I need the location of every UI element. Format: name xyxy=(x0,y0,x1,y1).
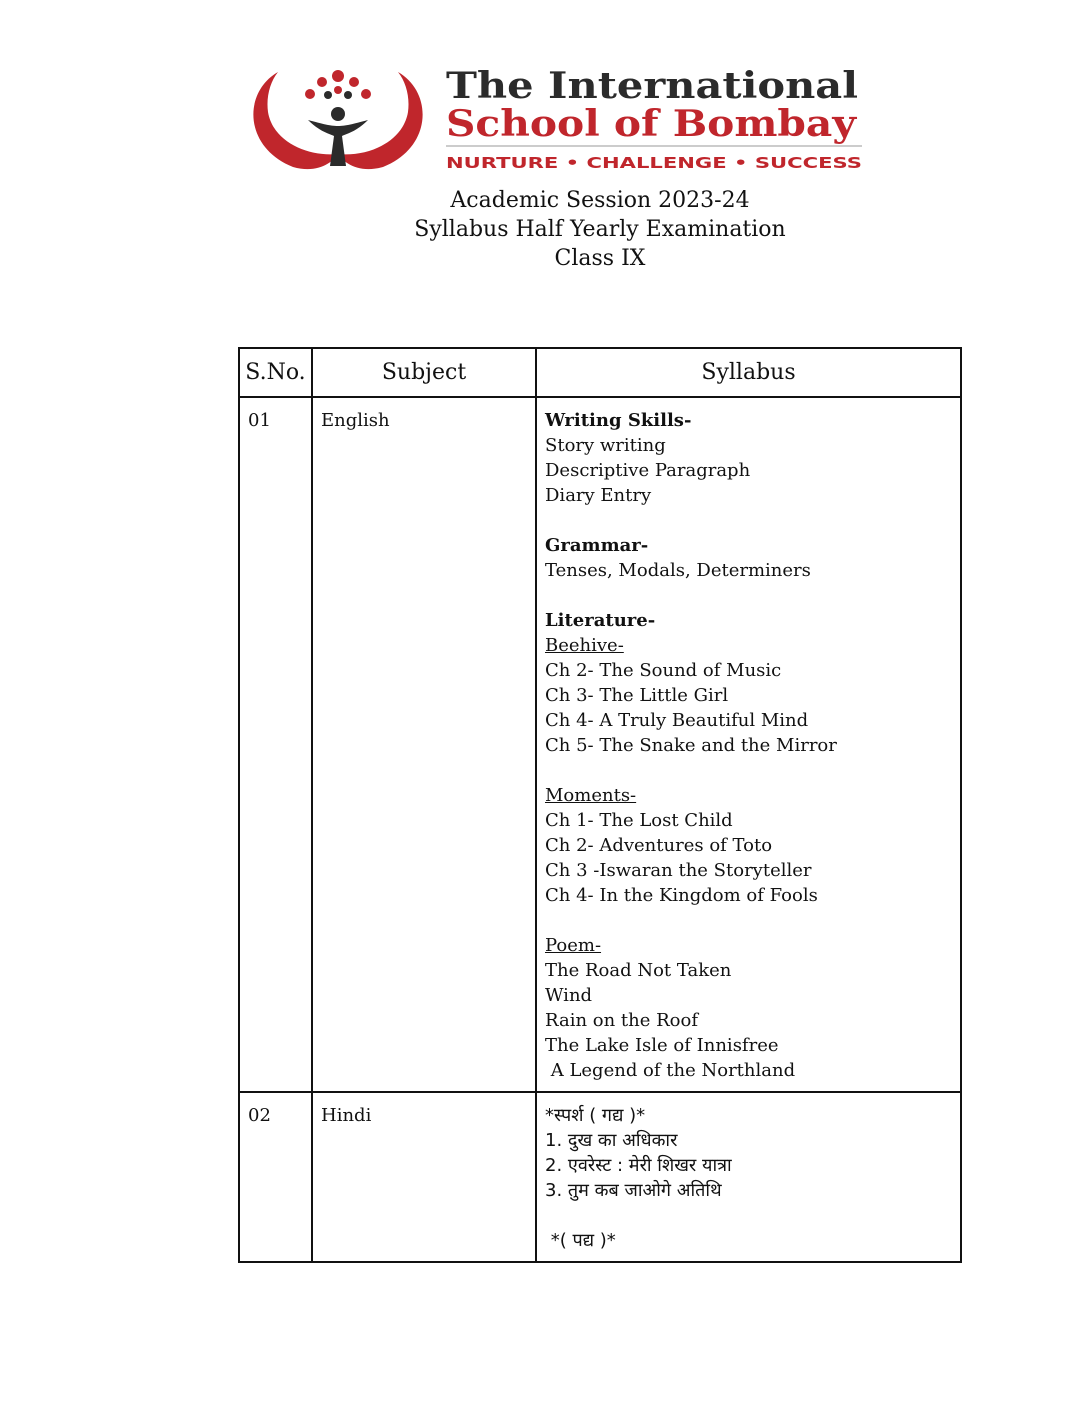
list-item: Story writing xyxy=(545,435,666,456)
list-item: Descriptive Paragraph xyxy=(545,460,751,481)
english-syllabus xyxy=(536,397,961,1092)
header-subject: Subject xyxy=(312,348,536,397)
list-item: Ch 2- Adventures of Toto xyxy=(545,835,773,856)
list-item: Ch 4- In the Kingdom of Fools xyxy=(545,885,818,906)
class-label: Class IX xyxy=(554,246,646,271)
logo-motto: NURTURE • CHALLENGE • SUCCESS xyxy=(446,154,862,172)
gadya-heading: *स्पर्श ( गद्य )* xyxy=(545,1105,646,1126)
syllabus-table xyxy=(238,347,962,1263)
hindi-syllabus xyxy=(536,1092,961,1262)
list-item: The Lake Isle of Innisfree xyxy=(545,1035,779,1056)
poem-heading: Poem- xyxy=(545,935,602,956)
literature-heading: Literature- xyxy=(545,610,656,631)
list-item: Ch 1- The Lost Child xyxy=(545,810,733,831)
list-item: A Legend of the Northland xyxy=(545,1060,796,1081)
document-heading xyxy=(0,186,1088,273)
academic-session: Academic Session 2023-24 xyxy=(450,188,750,213)
table-row-hindi xyxy=(239,1092,961,1262)
school-logo xyxy=(238,62,868,180)
padya-heading: *( पद्य )* xyxy=(545,1230,616,1251)
row-sno: 01 xyxy=(239,397,312,1092)
list-item: Wind xyxy=(545,985,593,1006)
list-item: Rain on the Roof xyxy=(545,1010,699,1031)
beehive-heading: Beehive- xyxy=(545,635,624,656)
list-item: Ch 3 -Iswaran the Storyteller xyxy=(545,860,812,881)
list-item: The Road Not Taken xyxy=(545,960,732,981)
list-item: Diary Entry xyxy=(545,485,652,506)
header-syllabus: Syllabus xyxy=(536,348,961,397)
list-item: 2. एवरेस्ट : मेरी शिखर यात्रा xyxy=(545,1155,732,1176)
logo-title-line2: School of Bombay xyxy=(446,103,858,145)
list-item: Tenses, Modals, Determiners xyxy=(545,560,811,581)
list-item: 1. दुख का अधिकार xyxy=(545,1130,678,1151)
table-header-row xyxy=(239,348,961,397)
list-item: Ch 4- A Truly Beautiful Mind xyxy=(545,710,809,731)
logo-title-line1: The International xyxy=(446,65,858,107)
exam-title: Syllabus Half Yearly Examination xyxy=(414,217,786,242)
list-item: Ch 3- The Little Girl xyxy=(545,685,729,706)
moments-heading: Moments- xyxy=(545,785,637,806)
table-row-english xyxy=(239,397,961,1092)
list-item: 3. तुम कब जाओगे अतिथि xyxy=(545,1180,722,1201)
list-item: Ch 5- The Snake and the Mirror xyxy=(545,735,837,756)
list-item: Ch 2- The Sound of Music xyxy=(545,660,782,681)
header-sno: S.No. xyxy=(239,348,312,397)
row-subject: English xyxy=(312,397,536,1092)
row-subject: Hindi xyxy=(312,1092,536,1262)
grammar-heading: Grammar- xyxy=(545,535,649,556)
row-sno: 02 xyxy=(239,1092,312,1262)
writing-heading: Writing Skills- xyxy=(545,410,692,431)
